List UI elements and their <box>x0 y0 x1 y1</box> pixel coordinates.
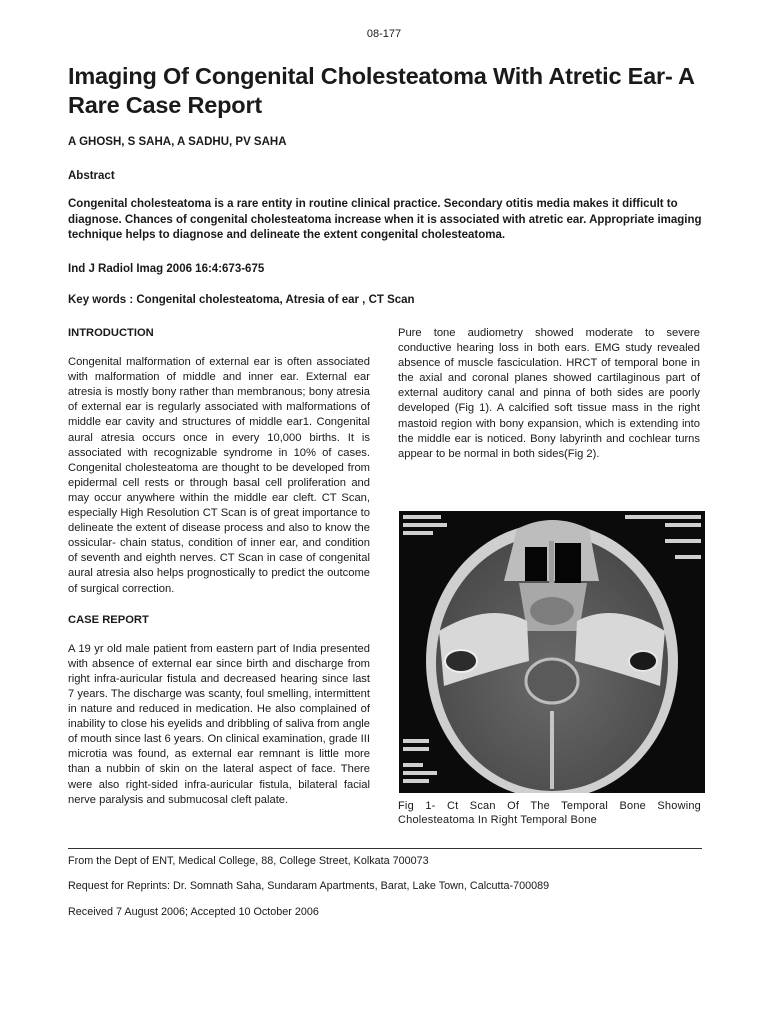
introduction-heading: INTRODUCTION <box>68 327 154 339</box>
ct-scan-figure <box>399 511 705 793</box>
right-column <box>398 326 700 462</box>
journal-citation: Ind J Radiol Imag 2006 16:4:673-675 <box>68 263 265 275</box>
footnote-divider <box>68 848 702 849</box>
author-list: A GHOSH, S SAHA, A SADHU, PV SAHA <box>68 136 287 148</box>
figure-caption: Fig 1- Ct Scan Of The Temporal Bone Showing Cholesteatoma In Right Temporal Bone <box>398 800 701 826</box>
affiliation-note: From the Dept of ENT, Medical College, 88, College Street, Kolkata 700073 <box>68 855 429 867</box>
introduction-text: Congenital malformation of external ear is often associated with malformation of middle and inner ear. External ear atresia is mostly bony rather than membranous; bony atresia of external ear is regularly associated with malformations of middle ear cavity and structures of middle ear1. Congenital aural atresia occurs once in every 10,000 births. It is associated with recognizable syndrome in 10% of cases. Congenital cholesteatoma are thought to be developed from epidermal cell rests or through basal cell proliferation and may occur anywhere within the middle ear cleft. CT Scan, especially High Resolution CT Scan is of great importance to delineate the extent of disease process and also to know the ossicular- chain status, condition of inner ear, and condition of seventh and eighth nerves. CT Scan in case of congenital aural atresia also helps prognostically to predict the outcome of surgical correction. <box>68 356 370 595</box>
received-dates: Received 7 August 2006; Accepted 10 October 2006 <box>68 906 319 918</box>
case-report-heading: CASE REPORT <box>68 613 149 626</box>
audiometry-text: Pure tone audiometry showed moderate to severe conductive hearing loss in both ears. EMG study revealed absence of muscle fasciculation. HRCT of temporal bone in the axial and coronal planes showed cartilaginous part of external auditory canal and pinna of both sides are poorly developed (Fig 1). A calcified soft tissue mass in the right mastoid region with bony expansion, which is extending into the middle ear is noticed. Bony labyrinth and cochlear turns appear to be normal in both sides(Fig 2). <box>398 327 700 460</box>
keywords: Key words : Congenital cholesteatoma, Atresia of ear , CT Scan <box>68 294 415 306</box>
reprints-note: Request for Reprints: Dr. Somnath Saha, Sundaram Apartments, Barat, Lake Town, Calcutta-700089 <box>68 880 550 892</box>
ct-scan-image <box>399 511 705 793</box>
page-number: 08-177 <box>366 28 402 40</box>
abstract-text: Congenital cholesteatoma is a rare entity in routine clinical practice. Secondary otitis media makes it difficult to diagnose. Chances of congenital cholesteatoma increase when it is associated with atretic ear. Appropriate imaging technique helps to diagnose and delineate the extent congenital cholesteatoma. <box>68 198 702 241</box>
article-title: Imaging Of Congenital Cholesteatoma With Atretic Ear- A Rare Case Report <box>68 63 694 118</box>
left-column <box>68 326 370 808</box>
case-report-text: A 19 yr old male patient from eastern part of India presented with absence of external ear since birth and discharge from right infra-auricular fistula and decreased hearing since last 7 years. The discharge was scanty, foul smelling, intermittent in nature and reduced in medication. He also complained of inability to close his eyelids and dribbling of saliva from angle of mouth since last 6 years. On clinical examination, grade III microtia was found, as external ear remnant is little more than a nubbin of skin on the lateral aspect of face. There were also right-sided infra-auricular fistula, bilateral facial nerve paralysis and submucosal cleft palate. <box>68 642 370 806</box>
abstract-heading: Abstract <box>68 170 115 182</box>
